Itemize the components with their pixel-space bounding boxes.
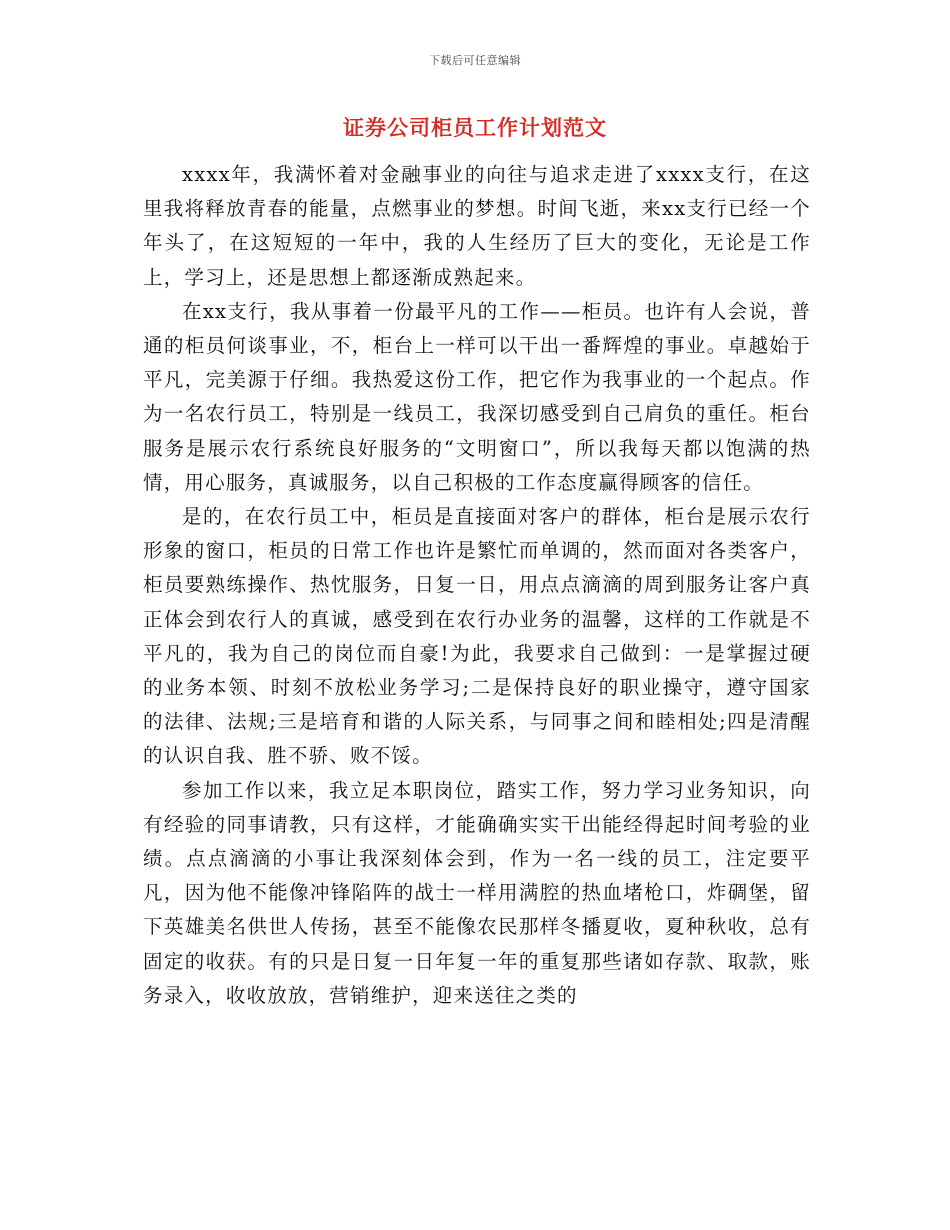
paragraph-4: 参加工作以来，我立足本职岗位，踏实工作，努力学习业务知识，向有经验的同事请教，只有这样，才能确确实实干出能经得起时间考验的业绩。点点滴滴的小事让我深刻体会到，作为一名一线的员工，注定要平凡，因为他不能像冲锋陷阵的战士一样用满腔的热血堵枪口，炸碉堡，留下英雄美名供世人传扬，甚至不能像农民那样冬播夏收，夏种秋收，总有固定的收获。有的只是日复一日年复一年的重复那些诸如存款、取款，账务录入，收收放放，营销维护，迎来送往之类的 xyxy=(143,778,811,1007)
document-title: 证券公司柜员工作计划范文 xyxy=(343,116,607,140)
paragraph-2: 在xx支行，我从事着一份最平凡的工作——柜员。也许有人会说，普通的柜员何谈事业，不，柜台上一样可以干出一番辉煌的事业。卓越始于平凡，完美源于仔细。我热爱这份工作，把它作为我事业的一个起点。作为一名农行员工，特别是一线员工，我深切感受到自己肩负的重任。柜台服务是展示农行系统良好服务的“文明窗口”，所以我每天都以饱满的热情，用心服务，真诚服务，以自己积极的工作态度赢得顾客的信任。 xyxy=(143,299,811,494)
paragraph-3: 是的，在农行员工中，柜员是直接面对客户的群体，柜台是展示农行形象的窗口，柜员的日常工作也许是繁忙而单调的，然而面对各类客户，柜员要熟练操作、热忱服务，日复一日，用点点滴滴的周到服务让客户真正体会到农行人的真诚，感受到在农行办业务的温馨，这样的工作就是不平凡的，我为自己的岗位而自豪!为此，我要求自己做到：一是掌握过硬的业务本领、时刻不放松业务学习;二是保持良好的职业操守，遵守国家的法律、法规;三是培育和谐的人际关系，与同事之间和睦相处;四是清醒的认识自我、胜不骄、败不馁。 xyxy=(143,505,811,768)
document-body xyxy=(143,158,811,1013)
page-header: 下载后可任意编辑 xyxy=(429,54,521,67)
paragraph-1: xxxx年，我满怀着对金融事业的向往与追求走进了xxxx支行，在这里我将释放青春的能量，点燃事业的梦想。时间飞逝，来xx支行已经一个年头了，在这短短的一年中，我的人生经历了巨大的变化，无论是工作上，学习上，还是思想上都逐渐成熟起来。 xyxy=(143,163,811,289)
